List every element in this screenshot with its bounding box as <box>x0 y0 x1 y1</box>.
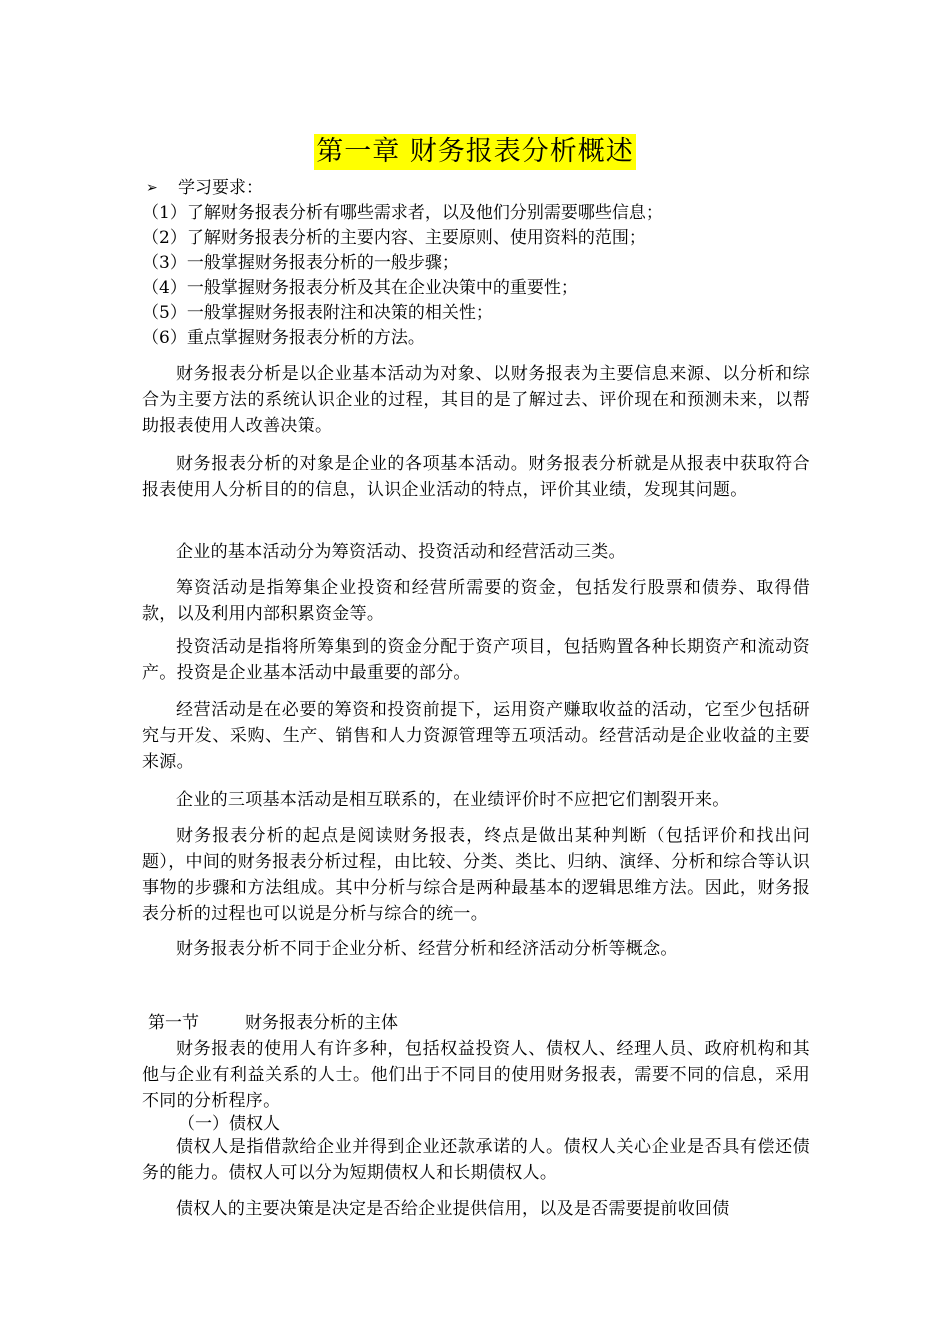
requirements-label: 学习要求： <box>178 178 263 198</box>
paragraph-3: 企业的基本活动分为筹资活动、投资活动和经营活动三类。 <box>176 542 626 562</box>
paragraph-2: 财务报表分析的对象是企业的各项基本活动。财务报表分析就是从报表中获取符合报表使用人分析目的的信息，认识企业活动的特点，评价其业绩，发现其问题。 <box>142 454 810 500</box>
creditors-paragraph-2: 债权人的主要决策是决定是否给企业提供信用，以及是否需要提前收回债 <box>176 1199 730 1219</box>
requirement-item-6: （6）重点掌握财务报表分析的方法。 <box>142 328 425 348</box>
paragraph-9: 财务报表分析不同于企业分析、经营分析和经济活动分析等概念。 <box>176 939 678 959</box>
arrow-bullet-icon: ➢ <box>146 180 158 196</box>
creditors-paragraph-1: 债权人是指借款给企业并得到企业还款承诺的人。债权人关心企业是否具有偿还债务的能力。债权人可以分为短期债权人和长期债权人。 <box>142 1137 810 1183</box>
requirement-item-3: （3）一般掌握财务报表分析的一般步骤； <box>142 253 459 273</box>
section-heading <box>148 1011 398 1035</box>
paragraph-4: 筹资活动是指筹集企业投资和经营所需要的资金，包括发行股票和债券、取得借款，以及利用内部积累资金等。 <box>142 578 810 624</box>
chapter-title-wrap <box>0 134 950 170</box>
paragraph-8: 财务报表分析的起点是阅读财务报表，终点是做出某种判断（包括评价和找出问题），中间的财务报表分析过程，由比较、分类、类比、归纳、演绎、分析和综合等认识事物的步骤和方法组成。其中分析与综合是两种最基本的逻辑思维方法。因此，财务报表分析的过程也可以说是分析与综合的统一。 <box>142 826 810 924</box>
subheading-creditors: （一）债权人 <box>178 1114 280 1134</box>
requirement-item-2: （2）了解财务报表分析的主要内容、主要原则、使用资料的范围； <box>142 228 646 248</box>
requirement-item-1: （1）了解财务报表分析有哪些需求者，以及他们分别需要哪些信息； <box>142 203 663 223</box>
paragraph-6: 经营活动是在必要的筹资和投资前提下，运用资产赚取收益的活动，它至少包括研究与开发、采购、生产、销售和人力资源管理等五项活动。经营活动是企业收益的主要来源。 <box>142 700 810 772</box>
chapter-title: 第一章 财务报表分析概述 <box>314 134 636 170</box>
paragraph-1: 财务报表分析是以企业基本活动为对象、以财务报表为主要信息来源、以分析和综合为主要方法的系统认识企业的过程，其目的是了解过去、评价现在和预测未来，以帮助报表使用人改善决策。 <box>142 364 810 436</box>
paragraph-5: 投资活动是指将所筹集到的资金分配于资产项目，包括购置各种长期资产和流动资产。投资是企业基本活动中最重要的部分。 <box>142 637 810 683</box>
requirement-item-4: （4）一般掌握财务报表分析及其在企业决策中的重要性； <box>142 278 578 298</box>
section-intro: 财务报表的使用人有许多种，包括权益投资人、债权人、经理人员、政府机构和其他与企业有利益关系的人士。他们出于不同目的使用财务报表，需要不同的信息，采用不同的分析程序。 <box>142 1039 810 1111</box>
requirement-item-5: （5）一般掌握财务报表附注和决策的相关性； <box>142 303 493 323</box>
section-number: 第一节 <box>148 1013 199 1033</box>
section-title: 财务报表分析的主体 <box>245 1013 398 1033</box>
paragraph-7: 企业的三项基本活动是相互联系的，在业绩评价时不应把它们割裂开来。 <box>176 790 730 810</box>
